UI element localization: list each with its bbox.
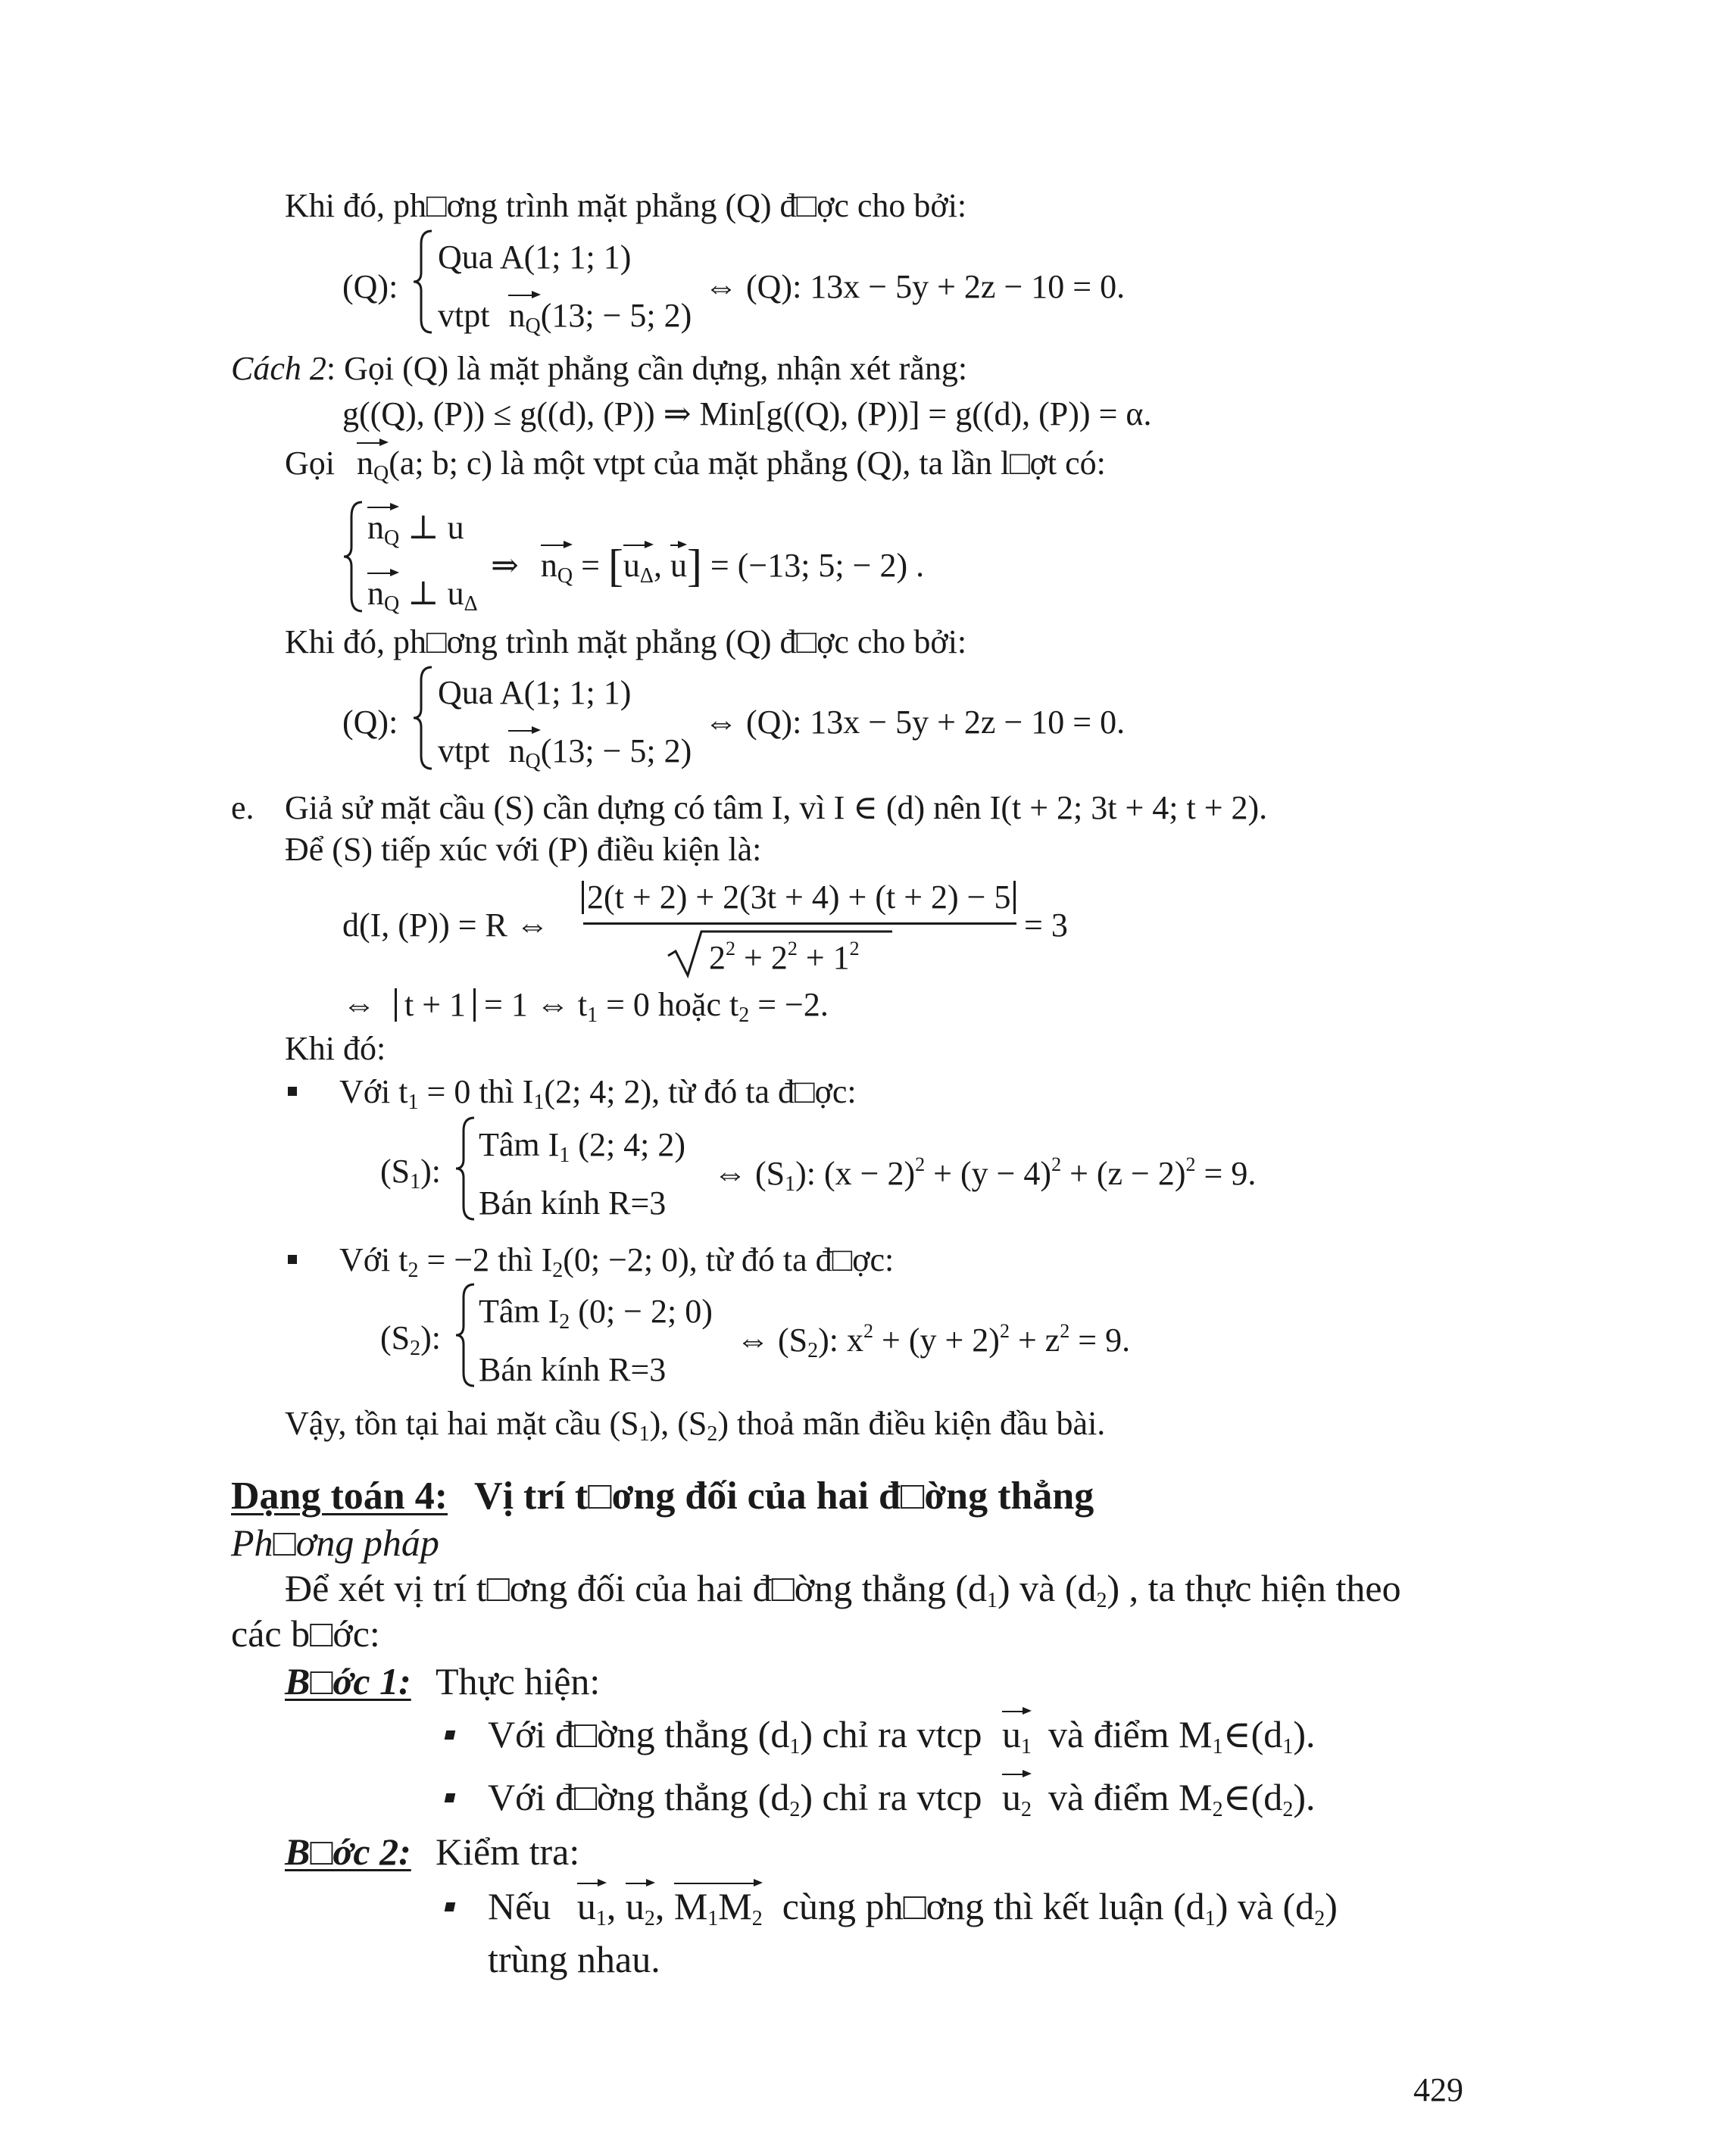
system-line: $n_Q$ ⊥ $u_\Delta$	[367, 575, 478, 616]
system-line: $n_Q$ ⊥ u	[367, 509, 464, 550]
system-line: Bán kính R=3	[479, 1351, 667, 1388]
system-label: (Q):	[342, 704, 398, 741]
system-label: (Q):	[342, 268, 398, 305]
item-marker: e.	[231, 789, 254, 826]
text-line: các b□ớc:	[231, 1612, 380, 1655]
brace-icon	[454, 1116, 477, 1222]
system-line: Bán kính R=3	[479, 1184, 667, 1222]
equation-line: ⇔ t + 1 = 1 ⇔ $t_1 = 0$ hoặc $t_2 = -2$.	[342, 986, 829, 1027]
step-label: B□ớc 1:	[285, 1660, 411, 1702]
bullet-icon	[288, 1087, 297, 1096]
text-line: Gọi $n_Q(a$; b; c) là một vtpt của mặt phẳng (Q), ta lần l□ợt có:	[285, 445, 1106, 485]
bullet-icon	[288, 1255, 297, 1264]
system-line: Qua A(1; 1; 1)	[438, 674, 632, 711]
text-line: Thực hiện:	[436, 1660, 601, 1702]
brace-icon	[412, 665, 435, 771]
text-line: Với đ□ờng thẳng $(d_2)$ chỉ ra vtcp $u_2$ và điểm $M_2\in(d_2)$.	[488, 1776, 1316, 1821]
equation-lhs: d(I, (P)) = R ⇔	[342, 907, 549, 944]
equation-line: g((Q), (P)) ≤ g((d), (P)) ⇒ Min[g((Q), (P))] = g((d), (P)) = α.	[342, 395, 1152, 432]
fraction-bar	[583, 922, 1016, 925]
fraction-numerator: 2(t + 2) + 2(3t + 4) + (t + 2) − 5	[582, 881, 1016, 914]
result-equation: ⇔ $(S_1)$: $(x - 2)^2 + (y - 4)^2 + (z - 2)^2 = 9$.	[713, 1153, 1257, 1196]
step-label: B□ớc 2:	[285, 1830, 411, 1873]
result-equation: ⇔ $(S_2)$: $x^2 + (y + 2)^2 + z^2 = 9$.	[736, 1320, 1131, 1362]
text-line: Vậy, tồn tại hai mặt cầu $(S_1)$, $(S_2)$ thoả mãn điều kiện đầu bài.	[285, 1405, 1106, 1446]
equation-rhs: = 3	[1024, 907, 1068, 944]
brace-icon	[412, 229, 435, 335]
bullet-icon	[445, 1793, 456, 1802]
result-equation: ⇔ (Q): 13x − 5y + 2z − 10 = 0.	[704, 704, 1126, 741]
text-line: Để (S) tiếp xúc với (P) điều kiện là:	[285, 831, 762, 868]
text-line: trùng nhau.	[488, 1938, 660, 1980]
page-number: 429	[1413, 2071, 1463, 2108]
fraction-denominator: $2^2 + 2^2 + 1^2$	[709, 938, 860, 976]
system-line: vtpt $n_Q(13$; − 5; 2)	[438, 732, 692, 773]
subheading: Ph□ơng pháp	[231, 1521, 439, 1564]
section-heading: Dạng toán 4: Vị trí t□ơng đối của hai đ□ờng thẳng	[231, 1475, 1094, 1518]
system-line: Tâm $I_1$ (2; 4; 2)	[479, 1126, 686, 1167]
text-line: Với $t_2 = -2$ thì $I_2(0$; −2; 0), từ đó ta đ□ợc:	[339, 1241, 895, 1282]
bullet-icon	[445, 1902, 456, 1911]
text-line: Cách 2: Gọi (Q) là mặt phẳng cần dựng, nhận xét rằng:	[231, 350, 968, 387]
cross-product: ⇒ $n_Q = [u_\Delta$, u] = (−13; 5; − 2) .	[491, 541, 925, 591]
text-line: Khi đó, ph□ơng trình mặt phẳng (Q) đ□ợc cho bởi:	[285, 187, 967, 224]
system-label: $(S_2)$:	[380, 1319, 442, 1360]
brace-icon	[342, 500, 365, 613]
text-line: Để xét vị trí t□ơng đối của hai đ□ờng thẳng $(d_1)$ và $(d_2)$ , ta thực hiện theo	[285, 1567, 1401, 1612]
result-equation: ⇔ (Q): 13x − 5y + 2z − 10 = 0.	[704, 268, 1126, 305]
bullet-icon	[445, 1730, 456, 1740]
text-line: Khi đó, ph□ơng trình mặt phẳng (Q) đ□ợc cho bởi:	[285, 623, 967, 660]
text-line: Nếu $u_1$, $u_2$, $M_1M_2$ cùng ph□ơng thì kết luận $(d_1)$ và $(d_2)$	[488, 1885, 1338, 1930]
system-label: $(S_1)$:	[380, 1153, 442, 1194]
system-line: Tâm $I_2$ (0; − 2; 0)	[479, 1293, 713, 1334]
brace-icon	[454, 1282, 477, 1388]
text-line: Kiểm tra:	[436, 1830, 580, 1873]
text-line: Với $t_1 = 0$ thì $I_1(2$; 4; 2), từ đó ta đ□ợc:	[339, 1073, 857, 1114]
system-line: Qua A(1; 1; 1)	[438, 239, 632, 276]
text-line: Khi đó:	[285, 1030, 386, 1067]
system-line: vtpt $n_Q(13$; − 5; 2)	[438, 297, 692, 338]
text-line: Với đ□ờng thẳng $(d_1)$ chỉ ra vtcp $u_1$ và điểm $M_1\in(d_1)$.	[488, 1713, 1316, 1758]
text-line: Giả sử mặt cầu (S) cần dựng có tâm I, vì I ∈ (d) nên I(t + 2; 3t + 4; t + 2).	[285, 789, 1268, 826]
